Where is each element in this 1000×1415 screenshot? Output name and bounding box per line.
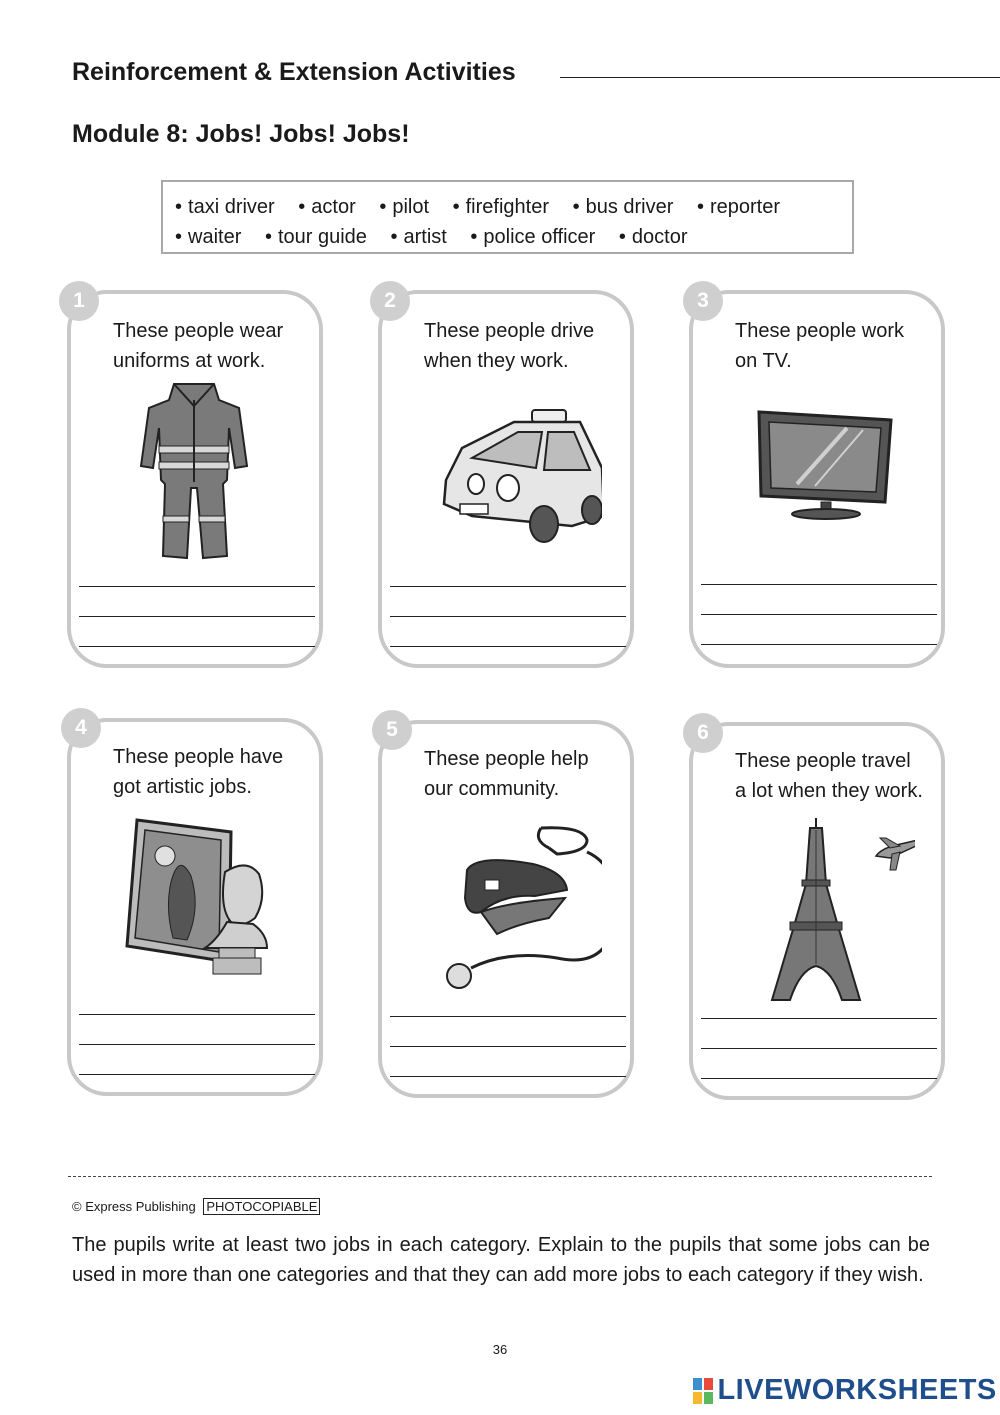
word-item: • waiter [175, 226, 241, 249]
category-card-3 [689, 290, 945, 668]
category-card-1 [67, 290, 323, 668]
card-number-badge: 4 [61, 708, 101, 748]
prompt-line: our community. [424, 778, 560, 800]
prompt-line: uniforms at work. [113, 350, 266, 372]
answer-line[interactable] [79, 1014, 315, 1015]
header-rule [560, 77, 1000, 78]
page-number: 36 [492, 1342, 508, 1357]
category-card-6 [689, 722, 945, 1100]
answer-line[interactable] [701, 644, 937, 645]
card-number-badge: 1 [59, 281, 99, 321]
answer-line[interactable] [701, 1018, 937, 1019]
word-item: • taxi driver [175, 196, 275, 219]
painting-and-bust-icon [121, 812, 271, 1002]
eiffel-tower-airplane-icon [755, 814, 915, 1004]
answer-line[interactable] [79, 1074, 315, 1075]
answer-line[interactable] [390, 646, 626, 647]
copyright-text: © Express Publishing [72, 1199, 196, 1214]
cut-line [68, 1176, 932, 1177]
card-prompt [424, 316, 634, 376]
answer-line[interactable] [390, 1046, 626, 1047]
answer-line[interactable] [701, 1078, 937, 1079]
card-prompt [113, 316, 323, 376]
prompt-line: when they work. [424, 350, 569, 372]
teacher-instructions: The pupils write at least two jobs in each category. Explain to the pupils that some jobs can be used in more than one categories and that they can add more jobs to each category if they wish. [72, 1234, 930, 1286]
word-item: • actor [298, 196, 355, 219]
answer-line[interactable] [79, 1044, 315, 1045]
card-number-badge: 3 [683, 281, 723, 321]
answer-line[interactable] [79, 586, 315, 587]
answer-line[interactable] [701, 1048, 937, 1049]
brand-text: LIVEWORKSHEETS [717, 1374, 997, 1406]
word-bank-row-1 [175, 196, 798, 219]
tv-screen-icon [751, 376, 901, 566]
word-item: • artist [390, 226, 446, 249]
prompt-line: These people have [113, 746, 284, 768]
word-item: • tour guide [265, 226, 367, 249]
liveworksheets-brand[interactable] [693, 1374, 997, 1408]
card-prompt [424, 744, 634, 804]
prompt-line: These people help [424, 748, 589, 770]
photocopiable-tag: PHOTOCOPIABLE [203, 1198, 320, 1215]
card-prompt [735, 316, 945, 376]
card-prompt [113, 742, 323, 802]
card-number-badge: 5 [372, 710, 412, 750]
category-card-2 [378, 290, 634, 668]
category-card-5 [378, 720, 634, 1098]
word-bank-row-2 [175, 226, 706, 249]
answer-line[interactable] [79, 616, 315, 617]
word-bank [161, 180, 854, 254]
answer-line[interactable] [390, 616, 626, 617]
answer-line[interactable] [701, 614, 937, 615]
answer-line[interactable] [79, 646, 315, 647]
prompt-line: on TV. [735, 350, 792, 372]
page-header-title: Reinforcement & Extension Activities [72, 58, 516, 86]
prompt-line: These people work [735, 320, 904, 342]
answer-line[interactable] [701, 584, 937, 585]
page-header [72, 58, 1000, 92]
liveworksheets-logo-icon [693, 1378, 713, 1404]
word-item: • pilot [379, 196, 429, 219]
answer-line[interactable] [390, 1076, 626, 1077]
module-title: Module 8: Jobs! Jobs! Jobs! [72, 120, 410, 148]
prompt-line: got artistic jobs. [113, 776, 252, 798]
copyright-notice [72, 1199, 320, 1214]
card-number-badge: 2 [370, 281, 410, 321]
word-item: • reporter [697, 196, 780, 219]
firefighter-uniform-icon [119, 376, 269, 566]
word-item: • doctor [619, 226, 688, 249]
category-card-4 [67, 718, 323, 1096]
prompt-line: These people drive [424, 320, 595, 342]
police-cap-stethoscope-icon [422, 818, 602, 1008]
word-item: • police officer [470, 226, 595, 249]
prompt-line: These people wear [113, 320, 284, 342]
prompt-line: These people travel [735, 750, 911, 772]
prompt-line: a lot when they work. [735, 780, 923, 802]
answer-line[interactable] [390, 1016, 626, 1017]
answer-line[interactable] [390, 586, 626, 587]
word-item: • firefighter [453, 196, 549, 219]
word-item: • bus driver [573, 196, 674, 219]
card-prompt [735, 746, 945, 806]
card-number-badge: 6 [683, 713, 723, 753]
taxi-car-icon [412, 376, 602, 566]
